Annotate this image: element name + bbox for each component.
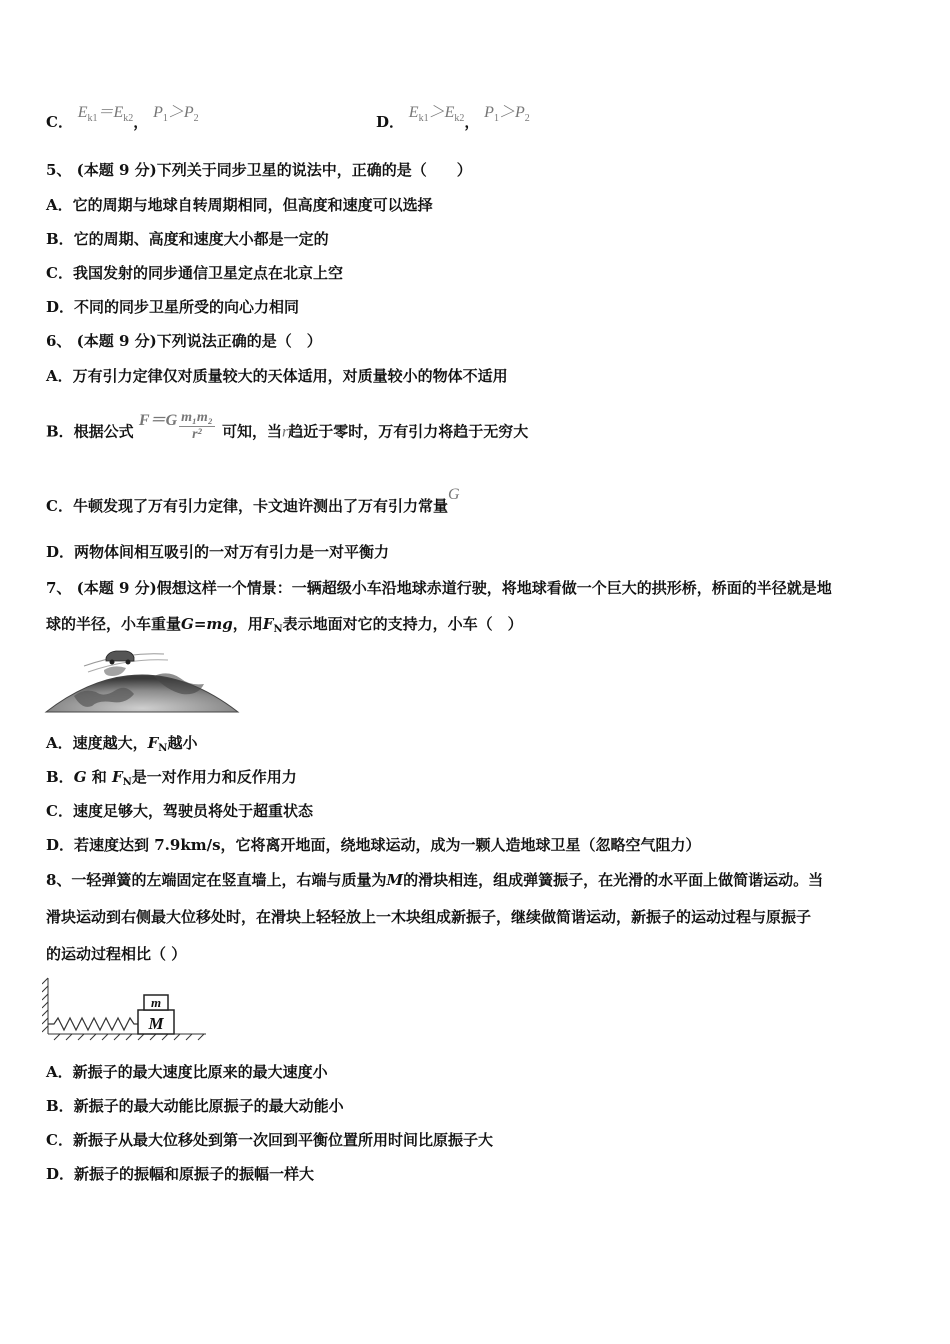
q7-option-d: D．若速度达到 7.9km/s，它将离开地面，绕地球运动，成为一颗人造地球卫星（忽略空气阻力） xyxy=(46,836,701,854)
math-part: P xyxy=(484,104,494,121)
formula-lhs: F＝G xyxy=(138,411,178,429)
q5-option-c: C．我国发射的同步通信卫星定点在北京上空 xyxy=(46,264,343,282)
text: 表示地面对它的支持力，小车（ ） xyxy=(282,615,523,633)
math-part: E xyxy=(77,104,88,121)
car-icon xyxy=(106,651,134,665)
q4-option-d-formula xyxy=(408,104,465,125)
math-sub: 1 xyxy=(162,113,168,125)
label-small-m: m xyxy=(150,995,162,1010)
symbol-m: M xyxy=(386,871,404,889)
q4-option-d-label: D． xyxy=(376,113,405,131)
math-part: E xyxy=(408,104,419,121)
math-part: P xyxy=(153,104,163,121)
symbol-g: G xyxy=(73,768,87,786)
q6-option-d: D．两物体间相互吸引的一对万有引力是一对平衡力 xyxy=(46,543,390,561)
math-sub: k1 xyxy=(87,113,98,125)
spring-oscillator-figure xyxy=(42,974,210,1042)
q6-option-b-post: 趋近于零时，万有引力将趋于无穷大 xyxy=(288,422,529,441)
symbol-n-sub: N xyxy=(122,777,132,788)
q4-option-c-formula xyxy=(77,104,134,125)
q7-option-c: C．速度足够大，驾驶员将处于超重状态 xyxy=(46,802,313,820)
q8-stem-line2: 滑块运动到右侧最大位移处时，在滑块上轻轻放上一木块组成新振子，继续做简谐运动，新振子的运动过程与原振子 xyxy=(46,908,812,926)
q7-stem-line2 xyxy=(46,614,523,640)
math-sub: 1 xyxy=(493,113,499,125)
text: ，用 xyxy=(232,615,263,633)
formula-r: r xyxy=(281,423,289,441)
text: 越小 xyxy=(167,734,198,752)
q7-option-a xyxy=(46,733,197,759)
q4-option-d-formula-2 xyxy=(484,104,530,125)
wall xyxy=(42,978,48,1034)
comma: ， xyxy=(464,113,480,131)
symbol-n-sub: N xyxy=(158,743,168,754)
q5-option-a: A．它的周期与地球自转周期相同，但高度和速度可以选择 xyxy=(46,196,433,214)
q8-option-d: D．新振子的振幅和原振子的振幅一样大 xyxy=(46,1165,315,1183)
q6-option-b-pre: B．根据公式 xyxy=(46,422,134,441)
q8-option-c: C．新振子从最大位移处到第一次回到平衡位置所用时间比原振子大 xyxy=(46,1131,493,1149)
q6-option-b xyxy=(46,410,529,449)
math-part: ＞P xyxy=(167,104,194,121)
earth-land xyxy=(104,666,126,676)
q5-stem: 5、 (本题 9 分)下列关于同步卫星的说法中，正确的是（ ） xyxy=(46,161,472,179)
q5-option-d: D．不同的同步卫星所受的向心力相同 xyxy=(46,298,300,316)
q4-option-c-formula-2 xyxy=(153,104,199,125)
math-sub: 2 xyxy=(193,113,199,125)
math-sub: k1 xyxy=(418,113,429,125)
q6-option-b-mid: 可知，当 xyxy=(221,422,282,441)
formula-denominator: r² xyxy=(192,427,202,442)
q6-option-a: A．万有引力定律仅对质量较大的天体适用，对质量较小的物体不适用 xyxy=(46,367,508,385)
comma: ， xyxy=(133,113,149,131)
text: 8、一轻弹簧的左端固定在竖直墙上，右端与质量为 xyxy=(46,871,387,889)
q5-option-b: B．它的周期、高度和速度大小都是一定的 xyxy=(46,230,329,248)
text: 球的半径，小车重量 xyxy=(46,615,182,633)
q8-stem-line3: 的运动过程相比（ ） xyxy=(46,945,187,963)
q8-option-b: B．新振子的最大动能比原振子的最大动能小 xyxy=(46,1097,344,1115)
earth-car-figure xyxy=(44,646,240,714)
math-sub: 2 xyxy=(524,113,530,125)
symbol-g-mg: G=mg xyxy=(181,615,233,633)
math-part: ＞E xyxy=(428,104,455,121)
q7-stem-line1: 7、 (本题 9 分)假想这样一个情景：一辆超级小车沿地球赤道行驶，将地球看做一个巨大的拱形桥，桥面的半径就是地 xyxy=(46,579,832,597)
symbol-f: F xyxy=(147,734,159,752)
q4-option-c xyxy=(46,104,199,139)
text: 是一对作用力和反作用力 xyxy=(131,768,297,786)
math-part: ＝E xyxy=(97,104,124,121)
q8-option-a: A．新振子的最大速度比原来的最大速度小 xyxy=(46,1063,328,1081)
symbol-f: F xyxy=(262,615,274,633)
q6-stem: 6、 (本题 9 分)下列说法正确的是（ ） xyxy=(46,332,322,350)
q6-option-c-text: C．牛顿发现了万有引力定律，卡文迪许测出了万有引力常量 xyxy=(46,497,448,515)
q6-option-c xyxy=(46,486,460,517)
math-part: ＞P xyxy=(498,104,525,121)
floor xyxy=(48,1034,206,1040)
q7-option-b xyxy=(46,767,297,793)
q4-option-d xyxy=(376,104,530,139)
formula-g: G xyxy=(447,486,460,503)
symbol-f: F xyxy=(111,768,123,786)
label-big-m: M xyxy=(148,1014,164,1033)
q8-stem-line1 xyxy=(46,870,823,890)
text: 的滑块相连，组成弹簧振子，在光滑的水平面上做简谐运动。当 xyxy=(403,871,824,889)
formula-fraction xyxy=(179,410,215,443)
earth-dome xyxy=(46,675,238,712)
q4-option-c-label: C． xyxy=(46,113,73,131)
text: B． xyxy=(46,768,74,786)
formula-numerator: m₁m₂ xyxy=(181,410,213,425)
math-sub: k2 xyxy=(123,113,134,125)
text: A．速度越大， xyxy=(46,734,148,752)
math-sub: k2 xyxy=(454,113,465,125)
text: 和 xyxy=(86,768,112,786)
spring xyxy=(48,1018,138,1030)
symbol-n-sub: N xyxy=(273,624,283,635)
